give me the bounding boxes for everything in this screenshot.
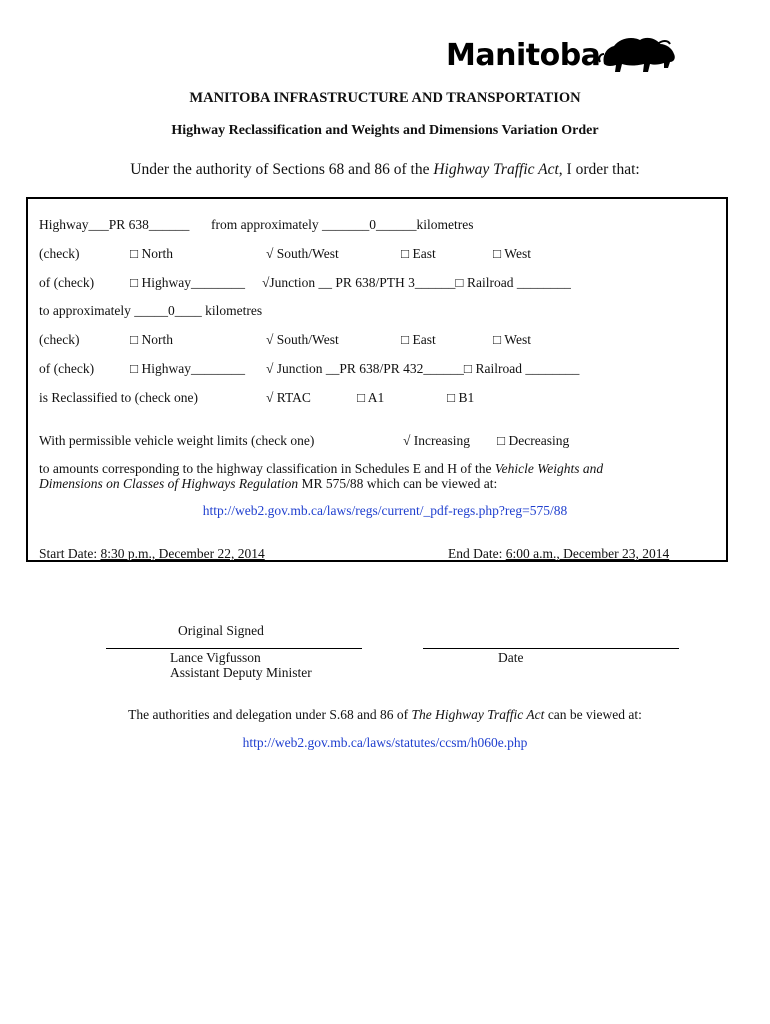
option-west-2: □ West <box>493 332 531 347</box>
start-date <box>39 546 265 562</box>
intro-pre: Under the authority of Sections 68 and 86 of the <box>130 161 430 178</box>
org-title: MANITOBA INFRASTRUCTURE AND TRANSPORTATION <box>189 90 581 106</box>
option-increasing: √ Increasing <box>403 433 471 448</box>
authority-act: The Highway Traffic Act <box>411 707 545 722</box>
end-date-value: 6:00 a.m., December 23, 2014 <box>505 546 670 561</box>
schedule-post: MR 575/88 which can be viewed at: <box>298 476 498 491</box>
intro-act: Highway Traffic Act <box>433 161 559 178</box>
order-title: Highway Reclassification and Weights and Dimensions Variation Order <box>171 123 599 138</box>
end-date <box>448 546 669 562</box>
option-b1: □ B1 <box>447 390 475 405</box>
intro-post: , I order that: <box>558 161 640 178</box>
signature-line <box>106 648 362 649</box>
signer-title: Assistant Deputy Minister <box>170 665 312 680</box>
schedule-pre: to amounts corresponding to the highway classification in Schedules E and H of the <box>39 461 492 476</box>
signer-name: Lance Vigfusson <box>170 650 261 665</box>
option-rtac: √ RTAC <box>266 390 311 405</box>
option-decreasing: □ Decreasing <box>497 433 570 448</box>
schedule-line-2 <box>39 476 497 492</box>
regs-link[interactable]: http://web2.gov.mb.ca/laws/regs/current/_pdf-regs.php?reg=575/88 <box>202 503 568 518</box>
schedule-line-1 <box>39 461 603 477</box>
start-date-value: 8:30 p.m., December 22, 2014 <box>100 546 265 561</box>
of-check-label-1: of (check) <box>39 275 95 290</box>
option-east-1: □ East <box>401 246 436 261</box>
weight-limits-label: With permissible vehicle weight limits (check one) <box>39 433 315 448</box>
intro-line <box>0 161 770 179</box>
of-check-label-2: of (check) <box>39 361 95 376</box>
date-label: Date <box>498 650 524 665</box>
bison-icon <box>598 34 678 78</box>
date-line <box>423 648 679 649</box>
authority-post: can be viewed at: <box>544 707 642 722</box>
end-date-label: End Date: <box>448 546 506 561</box>
option-highway-2: □ Highway________ <box>130 361 246 376</box>
schedule-reg-2: Dimensions on Classes of Highways Regulation <box>39 476 299 491</box>
reclassified-label: is Reclassified to (check one) <box>39 390 198 405</box>
option-junction-2: √ Junction __PR 638/PR 432______□ Railroad ________ <box>266 361 580 376</box>
original-signed-note: Original Signed <box>178 623 264 638</box>
to-km-field: to approximately _____0____ kilometres <box>39 303 263 318</box>
check-label-2: (check) <box>39 332 80 347</box>
option-southwest-1: √ South/West <box>266 246 339 261</box>
manitoba-logo <box>446 34 678 78</box>
statutes-link[interactable]: http://web2.gov.mb.ca/laws/statutes/ccsm/h060e.php <box>242 735 528 750</box>
authority-line <box>0 707 770 723</box>
option-west-1: □ West <box>493 246 531 261</box>
option-east-2: □ East <box>401 332 436 347</box>
option-southwest-2: √ South/West <box>266 332 339 347</box>
option-a1: □ A1 <box>357 390 385 405</box>
logo-wordmark: Manitoba <box>446 38 601 73</box>
option-junction-1: √Junction __ PR 638/PTH 3______□ Railroad ________ <box>262 275 571 290</box>
check-label-1: (check) <box>39 246 80 261</box>
option-north-2: □ North <box>130 332 174 347</box>
highway-field: Highway___PR 638______ <box>39 217 190 232</box>
authority-pre: The authorities and delegation under S.68 and 86 of <box>128 707 409 722</box>
schedule-reg-1: Vehicle Weights and <box>494 461 604 476</box>
start-date-label: Start Date: <box>39 546 101 561</box>
option-north-1: □ North <box>130 246 174 261</box>
option-highway-1: □ Highway________ <box>130 275 246 290</box>
from-km-field: from approximately _______0______kilometres <box>211 217 474 232</box>
